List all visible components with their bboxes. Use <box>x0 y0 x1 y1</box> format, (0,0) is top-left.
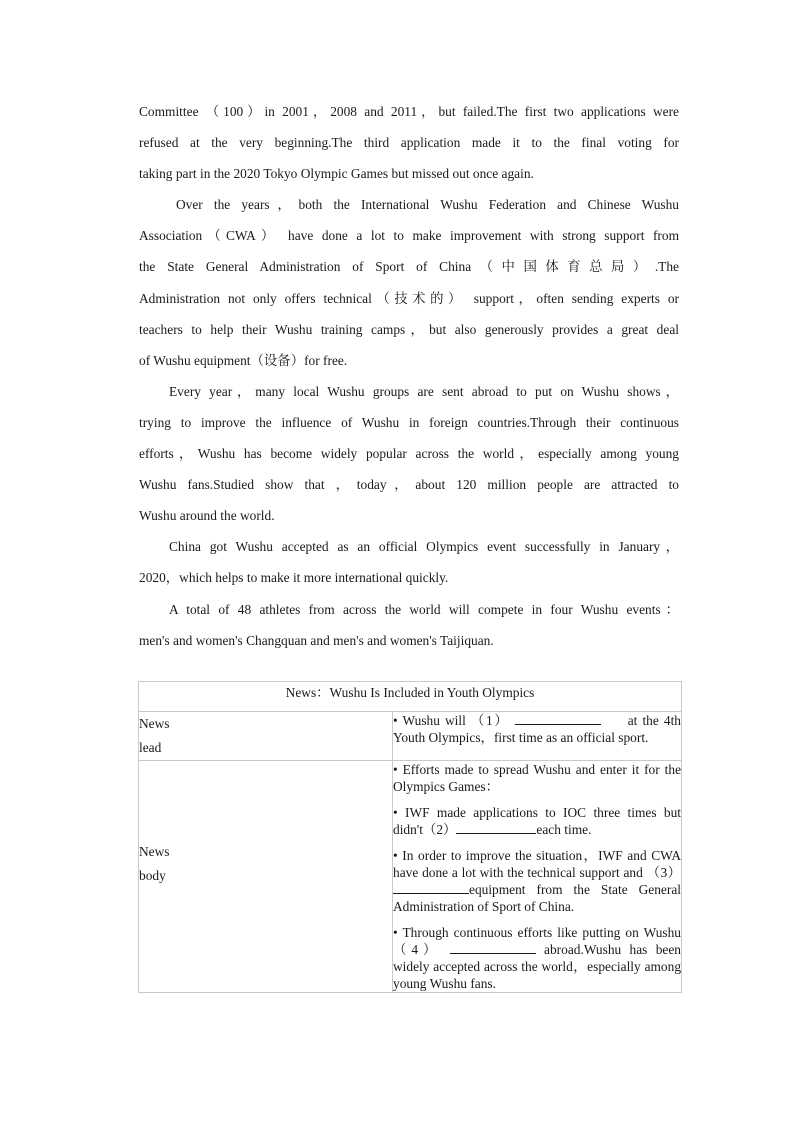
row-label-news-lead <box>139 712 393 761</box>
reading-passage <box>139 96 679 656</box>
news-lead-content <box>393 712 682 761</box>
passage-line: China got Wushu accepted as an official Olympics event successfully in January， <box>169 539 679 555</box>
passage-line: Administration not only offers technical（技术的） support，often sending experts or <box>139 290 679 306</box>
passage-line: Wushu around the world. <box>139 508 275 524</box>
passage-line: of Wushu equipment（设备）for free. <box>139 352 348 368</box>
bullet-item: • Through continuous efforts like putting on Wushu （4） abroad.Wushu has been widely accepted across the world，especially among young Wushu fans. <box>393 925 682 991</box>
passage-line: Over the years，both the International Wushu Federation and Chinese Wushu <box>176 197 679 213</box>
passage-line: A total of 48 athletes from across the world will compete in four Wushu events： <box>169 601 679 617</box>
news-body-content <box>393 761 682 993</box>
bullet-item: • IWF made applications to IOC three times but didn't（2） each time. <box>393 805 682 837</box>
passage-line: the State General Administration of Sport of China（中国体育总局）.The <box>139 259 679 275</box>
passage-line: refused at the very beginning.The third application made it to the final voting for <box>139 135 679 151</box>
answer-blank-4[interactable] <box>450 941 536 954</box>
passage-line: teachers to help their Wushu training camps，but also generously provides a great deal <box>139 321 679 337</box>
passage-line: 2020，which helps to make it more international quickly. <box>139 570 449 586</box>
answer-blank-1[interactable] <box>515 712 601 725</box>
passage-line: efforts，Wushu has become widely popular across the world，especially among young <box>139 446 679 462</box>
passage-line: men's and women's Changquan and men's and women's Taijiquan. <box>139 632 494 648</box>
passage-line: trying to improve the influence of Wushu in foreign countries.Through their continuous <box>139 414 679 430</box>
row-label-line: body <box>139 867 166 883</box>
bullet-item: • Efforts made to spread Wushu and enter it for the Olympics Games： <box>393 762 682 794</box>
passage-line: Committee （100）in 2001，2008 and 2011，but failed.The first two applications were <box>139 104 679 119</box>
table-title: News：Wushu Is Included in Youth Olympics <box>139 682 682 712</box>
row-label-line: News <box>139 843 170 859</box>
row-label-line: News <box>139 716 170 731</box>
bullet-item: • In order to improve the situation，IWF and CWA have done a lot with the technical support and （3）equipment from the State General Administration of Sport of China. <box>393 848 682 914</box>
row-label-news-body <box>139 761 393 993</box>
row-label-line: lead <box>139 740 162 755</box>
passage-line: Every year，many local Wushu groups are sent abroad to put on Wushu shows， <box>169 383 679 399</box>
answer-blank-3[interactable] <box>393 881 469 894</box>
news-summary-table <box>138 681 682 993</box>
passage-line: taking part in the 2020 Tokyo Olympic Games but missed out once again. <box>139 166 534 182</box>
bullet-item: • Wushu will （1） at the 4th Youth Olympics，first time as an official sport. <box>393 713 681 745</box>
answer-blank-2[interactable] <box>456 821 536 834</box>
passage-line: Wushu fans.Studied show that ，today，about 120 million people are attracted to <box>139 477 679 493</box>
passage-line: Association（CWA） have done a lot to make improvement with strong support from <box>139 228 679 244</box>
